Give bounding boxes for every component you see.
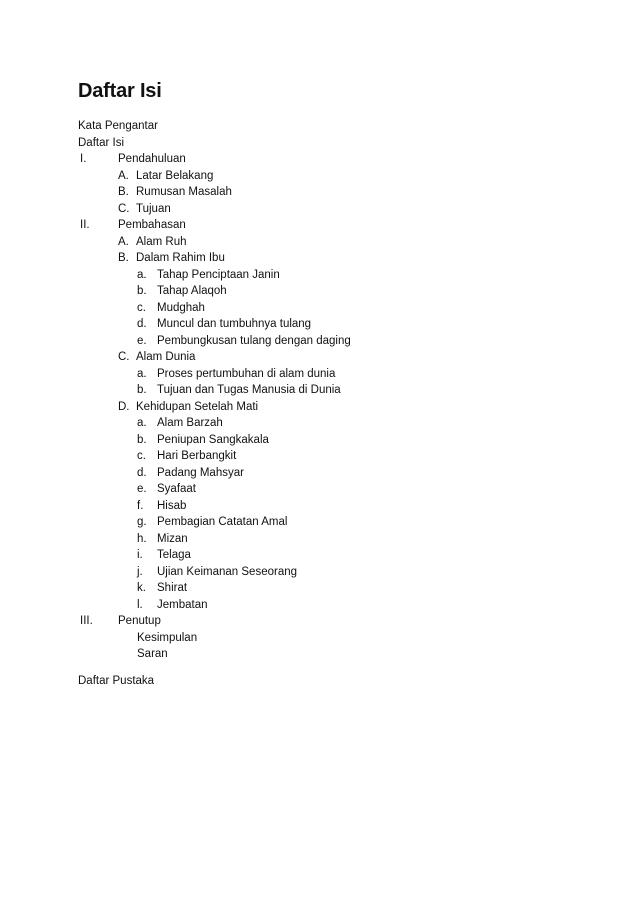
toc-section-label: Latar Belakang: [136, 169, 214, 182]
toc-item-label: Tahap Penciptaan Janin: [157, 268, 280, 281]
toc-item-letter: a.: [137, 268, 147, 281]
toc-plain-item: Saran: [137, 648, 168, 660]
toc-item-label: Padang Mahsyar: [157, 466, 244, 479]
toc-item-label: Mizan: [157, 532, 188, 545]
toc-item-label: Tujuan dan Tugas Manusia di Dunia: [157, 384, 341, 396]
toc-item-label: Mudghah: [157, 301, 205, 314]
toc-section-label: Dalam Rahim Ibu: [136, 252, 225, 264]
toc-item-letter: a.: [137, 367, 147, 380]
toc-item-letter: e.: [137, 334, 147, 347]
toc-section-letter: D.: [118, 400, 130, 413]
toc-item-letter: i.: [137, 549, 143, 561]
toc-item-letter: b.: [137, 285, 147, 297]
toc-front-item: Daftar Isi: [78, 136, 125, 149]
toc-chapter-numeral: II.: [80, 219, 90, 231]
page-title: Daftar Isi: [78, 80, 162, 102]
toc-item-letter: j.: [137, 565, 143, 578]
toc-item-label: Peniupan Sangkakala: [157, 433, 269, 446]
toc-item-label: Hari Berbangkit: [157, 450, 237, 462]
toc-section-label: Kehidupan Setelah Mati: [136, 400, 259, 413]
toc-item-label: Jembatan: [157, 598, 208, 611]
toc-item-label: Tahap Alaqoh: [157, 285, 227, 297]
toc-chapter-numeral: III.: [80, 615, 93, 627]
toc-item-letter: h.: [137, 532, 147, 545]
toc-item-label: Pembagian Catatan Amal: [157, 516, 288, 528]
toc-chapter-label: Pendahuluan: [118, 153, 186, 165]
toc-item-label: Ujian Keimanan Seseorang: [157, 565, 298, 578]
toc-chapter-label: Penutup: [118, 615, 161, 627]
toc-item-letter: l.: [137, 598, 143, 611]
toc-section-letter: B.: [118, 252, 129, 264]
toc-section-letter: A.: [118, 169, 129, 182]
toc-item-letter: c.: [137, 301, 146, 314]
toc-item-letter: k.: [137, 582, 146, 594]
toc-item-letter: g.: [137, 516, 147, 528]
toc-section-letter: A.: [118, 235, 129, 248]
toc-item-label: Shirat: [157, 582, 188, 594]
toc-item-label: Proses pertumbuhan di alam dunia: [157, 367, 336, 380]
toc-chapter-numeral: I.: [80, 153, 87, 165]
toc-item-letter: f.: [137, 499, 144, 512]
toc-section-label: Rumusan Masalah: [136, 186, 232, 198]
toc-back-item: Daftar Pustaka: [78, 674, 155, 687]
toc-item-letter: b.: [137, 433, 147, 446]
toc-item-label: Pembungkusan tulang dengan daging: [157, 334, 351, 347]
toc-section-letter: B.: [118, 186, 129, 198]
toc-item-letter: e.: [137, 483, 147, 495]
toc-item-label: Hisab: [157, 499, 187, 512]
toc-front-item: Kata Pengantar: [78, 120, 158, 132]
toc-item-label: Muncul dan tumbuhnya tulang: [157, 318, 312, 330]
toc-item-letter: c.: [137, 450, 146, 462]
toc-section-letter: C.: [118, 351, 130, 363]
toc-section-label: Tujuan: [136, 202, 171, 215]
toc-section-label: Alam Ruh: [136, 235, 187, 248]
toc-section-label: Alam Dunia: [136, 351, 196, 363]
toc-item-letter: b.: [137, 384, 147, 396]
toc-item-label: Telaga: [157, 549, 191, 561]
toc-item-letter: d.: [137, 318, 147, 330]
toc-item-label: Alam Barzah: [157, 417, 223, 429]
toc-item-label: Syafaat: [157, 483, 196, 495]
toc-item-letter: d.: [137, 466, 147, 479]
toc-section-letter: C.: [118, 202, 130, 215]
toc-chapter-label: Pembahasan: [118, 219, 186, 231]
toc-item-letter: a.: [137, 417, 147, 429]
toc-plain-item: Kesimpulan: [137, 631, 198, 644]
